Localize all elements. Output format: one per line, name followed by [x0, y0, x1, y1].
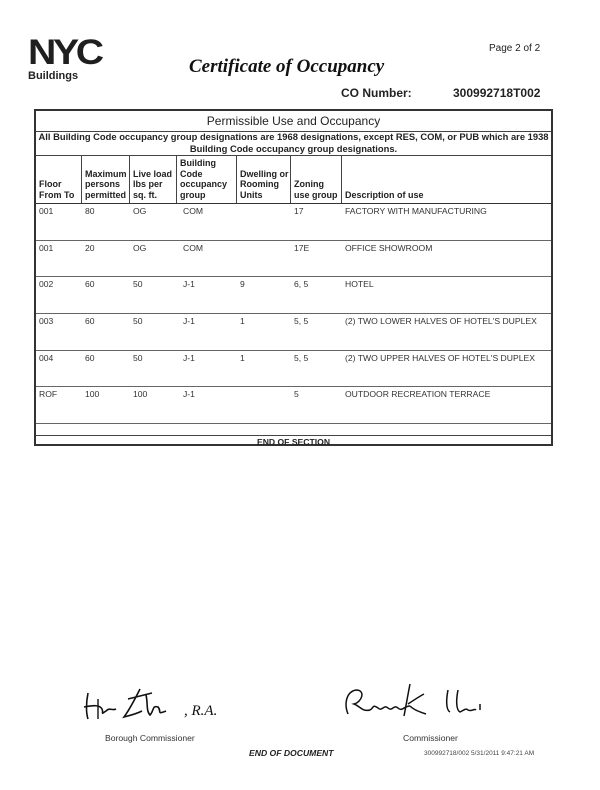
cell-zoning: 5, 5 [294, 316, 309, 327]
cell-live-load: OG [133, 206, 147, 216]
table-note: All Building Code occupancy group designations are 1968 designations, except RES, COM, or PUB which are 1938 Building Code occupancy group designations. [36, 131, 551, 156]
cell-max-persons: 100 [85, 389, 100, 400]
cell-floor: 001 [39, 242, 54, 253]
cell-max-persons: 60 [85, 279, 95, 290]
column-header-occupancy-group: Building Code occupancy group [177, 156, 237, 203]
cell-zoning: 5, 5 [294, 352, 309, 363]
table-row [36, 314, 551, 351]
cell-zoning: 17 [294, 206, 304, 216]
table-header [36, 156, 551, 204]
nyc-buildings-logo [28, 33, 128, 88]
column-header-live-load: Live load lbs per sq. ft. [130, 156, 177, 203]
logo-subtitle: Buildings [28, 70, 79, 82]
cell-live-load: 50 [133, 279, 143, 290]
cell-floor: 002 [39, 279, 54, 290]
cell-description: (2) TWO UPPER HALVES OF HOTEL'S DUPLEX [345, 352, 535, 363]
borough-commissioner-signature [80, 685, 250, 725]
table-spacer-row [36, 424, 551, 436]
column-header-zoning: Zoning use group [291, 156, 342, 203]
cell-floor: 003 [39, 316, 54, 327]
table-row [36, 351, 551, 388]
cell-live-load: 50 [133, 316, 143, 327]
co-number-label: CO Number: [341, 86, 412, 100]
page-indicator: Page 2 of 2 [489, 43, 541, 54]
cell-max-persons: 60 [85, 316, 95, 327]
cell-occupancy-group: COM [183, 242, 204, 253]
cell-zoning: 17E [294, 242, 310, 253]
cell-max-persons: 20 [85, 242, 95, 253]
commissioner-signature [340, 680, 515, 725]
cell-zoning: 5 [294, 389, 299, 400]
commissioner-label: Commissioner [403, 733, 458, 743]
cell-units: 9 [240, 279, 245, 290]
cell-zoning: 6, 5 [294, 279, 309, 290]
document-stamp: 300992718/002 5/31/2011 9:47:21 AM [424, 750, 535, 757]
cell-live-load: OG [133, 242, 147, 253]
cell-live-load: 100 [133, 389, 148, 400]
cell-occupancy-group: COM [183, 206, 204, 216]
cell-occupancy-group: J-1 [183, 352, 195, 363]
cell-max-persons: 80 [85, 206, 95, 216]
cell-floor: 004 [39, 352, 54, 363]
document-title: Certificate of Occupancy [189, 56, 385, 77]
permissible-use-table [34, 109, 553, 446]
column-header-dwelling-units: Dwelling or Rooming Units [237, 156, 291, 203]
cell-live-load: 50 [133, 352, 143, 363]
end-of-document: END OF DOCUMENT [249, 748, 334, 758]
cell-max-persons: 60 [85, 352, 95, 363]
logo-mark: NYC [28, 33, 101, 72]
end-of-section: END OF SECTION [256, 437, 331, 448]
signature1-suffix: , R.A. [184, 703, 218, 719]
cell-occupancy-group: J-1 [183, 279, 195, 290]
cell-floor: ROF [39, 389, 58, 400]
cell-occupancy-group: J-1 [183, 389, 195, 400]
cell-floor: 001 [39, 206, 54, 216]
cell-description: OUTDOOR RECREATION TERRACE [345, 389, 491, 400]
column-header-floor: Floor From To [36, 156, 82, 203]
cell-description: (2) TWO LOWER HALVES OF HOTEL'S DUPLEX [345, 316, 537, 327]
table-row [36, 204, 551, 241]
column-header-max-persons: Maximum persons permitted [82, 156, 130, 203]
table-row [36, 277, 551, 314]
table-title: Permissible Use and Occupancy [36, 111, 551, 132]
table-row [36, 387, 551, 424]
co-number-value: 300992718T002 [453, 86, 541, 100]
cell-description: OFFICE SHOWROOM [345, 242, 433, 253]
cell-description: FACTORY WITH MANUFACTURING [345, 206, 487, 216]
table-row [36, 241, 551, 278]
borough-commissioner-label: Borough Commissioner [105, 733, 195, 743]
cell-description: HOTEL [345, 279, 374, 290]
cell-units: 1 [240, 316, 245, 327]
cell-units: 1 [240, 352, 245, 363]
column-header-description: Description of use [345, 189, 424, 200]
cell-occupancy-group: J-1 [183, 316, 195, 327]
table-body [36, 204, 551, 448]
